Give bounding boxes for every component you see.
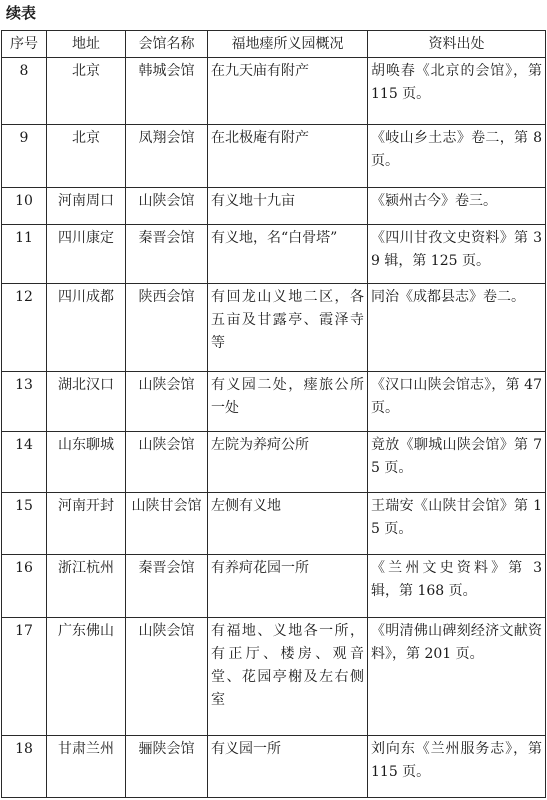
cell-place: 甘肃兰州 (47, 735, 126, 797)
cell-hall: 陕西会馆 (126, 283, 208, 371)
table-row (2, 58, 546, 125)
data-table (1, 30, 546, 798)
table-row (2, 283, 546, 371)
cell-place: 山东聊城 (47, 432, 126, 493)
table-header-row (2, 31, 546, 58)
cell-desc: 有义园一所 (208, 735, 368, 797)
cell-place: 湖北汉口 (47, 371, 126, 431)
table-caption: 续表 (6, 4, 37, 22)
header-hall: 会馆名称 (126, 31, 208, 58)
cell-desc: 左院为养疴公所 (208, 432, 368, 493)
cell-place: 四川成都 (47, 283, 126, 371)
header-desc: 福地瘗所义园概况 (208, 31, 368, 58)
cell-hall: 韩城会馆 (126, 58, 208, 125)
cell-no: 13 (2, 371, 47, 431)
cell-no: 11 (2, 224, 47, 283)
cell-no: 8 (2, 58, 47, 125)
cell-no: 10 (2, 187, 47, 224)
cell-no: 14 (2, 432, 47, 493)
cell-hall: 山陕会馆 (126, 371, 208, 431)
cell-no: 15 (2, 493, 47, 555)
cell-source: 竟放《聊城山陕会馆》第 75 页。 (368, 432, 546, 493)
cell-hall: 山陕会馆 (126, 187, 208, 224)
cell-desc: 有养疴花园一所 (208, 555, 368, 617)
cell-desc: 在九天庙有附产 (208, 58, 368, 125)
table-row (2, 493, 546, 555)
cell-place: 河南开封 (47, 493, 126, 555)
cell-hall: 山陕会馆 (126, 432, 208, 493)
cell-hall: 骊陕会馆 (126, 735, 208, 797)
cell-no: 17 (2, 617, 47, 735)
table-row (2, 617, 546, 735)
cell-desc: 有义园二处，瘗旅公所一处 (208, 371, 368, 431)
cell-hall: 凤翔会馆 (126, 125, 208, 187)
cell-hall: 秦晋会馆 (126, 555, 208, 617)
cell-hall: 秦晋会馆 (126, 224, 208, 283)
cell-hall: 山陕会馆 (126, 617, 208, 735)
cell-place: 北京 (47, 58, 126, 125)
cell-place: 广东佛山 (47, 617, 126, 735)
cell-source: 《汉口山陕会馆志》，第 47 页。 (368, 371, 546, 431)
cell-source: 《明清佛山碑刻经济文献资料》，第 201 页。 (368, 617, 546, 735)
cell-hall: 山陕甘会馆 (126, 493, 208, 555)
cell-desc: 左侧有义地 (208, 493, 368, 555)
cell-desc: 有回龙山义地二区，各五亩及甘露亭、霞泽寺等 (208, 283, 368, 371)
cell-place: 河南周口 (47, 187, 126, 224)
cell-source: 胡唤春《北京的会馆》，第 115 页。 (368, 58, 546, 125)
cell-desc: 在北极庵有附产 (208, 125, 368, 187)
cell-place: 北京 (47, 125, 126, 187)
table-row (2, 555, 546, 617)
cell-desc: 有义地，名“白骨塔” (208, 224, 368, 283)
header-no: 序号 (2, 31, 47, 58)
cell-no: 18 (2, 735, 47, 797)
table-row (2, 432, 546, 493)
cell-no: 16 (2, 555, 47, 617)
cell-place: 浙江杭州 (47, 555, 126, 617)
table-row (2, 735, 546, 797)
table-row (2, 224, 546, 283)
cell-source: 《兰州文史资料》第 3 辑，第 168 页。 (368, 555, 546, 617)
cell-source: 《岐山乡土志》卷二，第 8 页。 (368, 125, 546, 187)
table-row (2, 125, 546, 187)
cell-source: 《颍州古今》卷三。 (368, 187, 546, 224)
cell-source: 同治《成都县志》卷二。 (368, 283, 546, 371)
cell-desc: 有义地十九亩 (208, 187, 368, 224)
cell-no: 12 (2, 283, 47, 371)
table-row (2, 371, 546, 431)
header-place: 地址 (47, 31, 126, 58)
table-row (2, 187, 546, 224)
cell-source: 王瑞安《山陕甘会馆》第 15 页。 (368, 493, 546, 555)
cell-place: 四川康定 (47, 224, 126, 283)
cell-source: 刘向东《兰州服务志》，第 115 页。 (368, 735, 546, 797)
cell-source: 《四川甘孜文史资料》第 39 辑，第 125 页。 (368, 224, 546, 283)
cell-no: 9 (2, 125, 47, 187)
header-source: 资料出处 (368, 31, 546, 58)
cell-desc: 有福地、义地各一所，有正厅、楼房、观音堂、花园亭榭及左右侧室 (208, 617, 368, 735)
